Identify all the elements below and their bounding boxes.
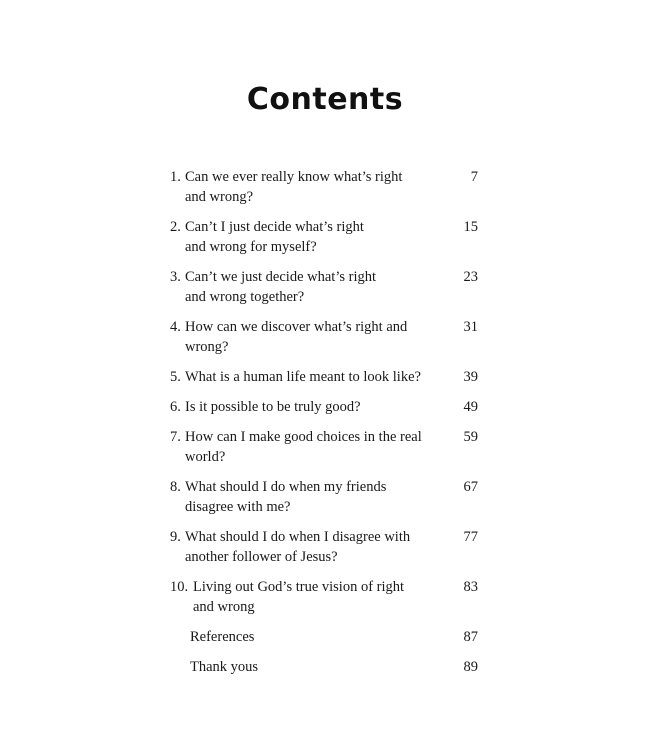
entry-page-number: 89 [463, 659, 478, 675]
entry-page-number: 49 [463, 399, 478, 415]
entry-title-line: Can’t we just decide what’s right [185, 269, 377, 285]
entry-title-line: and wrong together? [185, 289, 305, 305]
entry-page-number: 7 [470, 169, 478, 185]
entry-title [190, 627, 440, 647]
entry-title [185, 527, 435, 567]
entry-title [190, 657, 440, 677]
entry-title-line: another follower of Jesus? [185, 549, 338, 565]
entry-title [185, 167, 435, 207]
entry-page-number: 39 [463, 369, 478, 385]
entry-page-number: 59 [463, 429, 478, 445]
entry-page-number: 87 [463, 629, 478, 645]
entry-page-number: 31 [463, 319, 478, 335]
entry-title-line: What is a human life meant to look like? [185, 369, 421, 385]
entry-title-line: and wrong for myself? [185, 239, 317, 255]
entry-number: 3. [170, 269, 181, 285]
entry-title [185, 217, 435, 257]
entry-title-line: disagree with me? [185, 499, 291, 515]
entry-number: 5. [170, 369, 181, 385]
entry-title-line: References [190, 629, 255, 645]
entry-title-line: world? [185, 449, 226, 465]
entry-number: 6. [170, 399, 181, 415]
entry-title-line: Can’t I just decide what’s right [185, 219, 364, 235]
entry-number: 1. [170, 169, 181, 185]
entry-title-line: and wrong? [185, 189, 254, 205]
entry-page-number: 83 [463, 579, 478, 595]
entry-title [185, 267, 435, 307]
entry-page-number: 15 [463, 219, 478, 235]
entry-number: 8. [170, 479, 181, 495]
entry-number: 2. [170, 219, 181, 235]
entry-title [185, 367, 435, 387]
entry-title [185, 397, 435, 417]
entry-title [193, 577, 443, 617]
entry-title-line: and wrong [193, 599, 255, 615]
entry-title [185, 427, 435, 467]
entry-number: 9. [170, 529, 181, 545]
entry-title-line: Living out God’s true vision of right [193, 579, 405, 595]
entry-number: 4. [170, 319, 181, 335]
entry-number: 7. [170, 429, 181, 445]
entry-title-line: What should I do when my friends [185, 479, 387, 495]
entry-title-line: How can we discover what’s right and [185, 319, 408, 335]
entry-title-line: What should I do when I disagree with [185, 529, 411, 545]
entry-title [185, 477, 435, 517]
entry-title-line: Can we ever really know what’s right [185, 169, 403, 185]
entry-title-line: wrong? [185, 339, 229, 355]
entry-page-number: 67 [463, 479, 478, 495]
entry-title-line: Thank yous [190, 659, 259, 675]
page-title: Contents [246, 82, 404, 117]
entry-title-line: How can I make good choices in the real [185, 429, 422, 445]
entry-title-line: Is it possible to be truly good? [185, 399, 361, 415]
entry-page-number: 23 [463, 269, 478, 285]
entry-page-number: 77 [463, 529, 478, 545]
entry-title [185, 317, 435, 357]
entry-number: 10. [170, 579, 189, 595]
